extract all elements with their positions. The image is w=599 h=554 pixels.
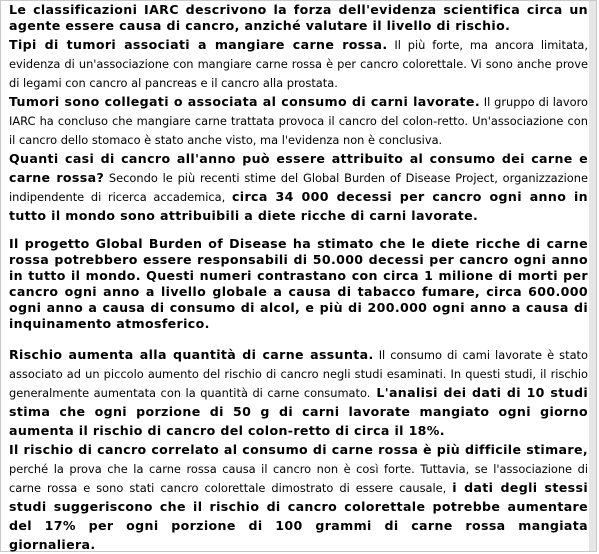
section-heading: Quanti casi di cancro all'anno può essere attribuito al consumo dei carne e carne rossa? <box>9 151 588 185</box>
section-highlight: L'analisi dei dati di 10 studi stima che ogni porzione di 50 g di carni lavorate mangiato ogni giorno aumenta il rischio di cancro del colon-retto di circa il 18%. <box>9 385 588 438</box>
paragraph-global-burden: Il progetto Global Burden of Disease ha stimato che le diete ricche di carne rossa potrebbero essere responsabili di 50.000 decessi per cancro ogni anno in tutto il mondo. Questi numeri contrastano con circa 1 milione di morti per cancro ogni anno a livello globale a causa di tabacco fumare, circa 600.000 ogni anno a causa di consumo di alcol, e più di 200.000 ogni anno a causa di inquinamento atmosferico. <box>9 236 588 331</box>
section-body: Secondo le più recenti stime del Global Burden of Disease Project, organizzazione indipendente di ricerca accademica, <box>9 171 588 204</box>
section-heading: Tumori sono collegati o associata al consumo di carni lavorate. <box>9 94 480 109</box>
paragraph-gap <box>9 224 588 236</box>
section-heading: Il rischio di cancro correlato al consumo di carne rossa è più difficile stimare, <box>9 442 588 457</box>
section-processed-meat <box>9 91 588 148</box>
section-red-meat-risk <box>9 439 588 553</box>
section-tumor-types <box>9 34 588 91</box>
section-cases-per-year <box>9 148 588 224</box>
paragraph-gap <box>9 332 588 344</box>
section-body: Il gruppo di lavoro IARC ha concluso che mangiare carne trattata provoca il cancro del colon-retto. Un'associazione con il cancro dello stomaco è stato anche visto, ma l'evidenza non è conclusiva. <box>9 95 588 147</box>
section-body: Il più forte, ma ancora limitata, evidenza di un'associazione con mangiare carne rossa è per cancro colorettale. Vi sono anche prove di legami con cancro al pancreas e il cancro alla prostata. <box>9 38 588 90</box>
section-highlight: circa 34 000 decessi per cancro ogni anno in tutto il mondo sono attribuibili a diete ricche di carni lavorate. <box>9 189 588 223</box>
section-heading: Tipi di tumori associati a mangiare carne rossa. <box>9 37 388 52</box>
section-body: perché la prova che la carne rossa causa il cancro non è così forte. Tuttavia, se l'associazione di carne rossa e sono stati cancro colorettale dimostrato di essere causale, <box>9 462 588 495</box>
section-risk-quantity <box>9 344 588 439</box>
scrollbar-track[interactable] <box>589 1 596 551</box>
intro-paragraph: Le classificazioni IARC descrivono la forza dell'evidenza scientifica circa un agente essere causa di cancro, anziché valutare il livello di rischio. <box>9 2 588 33</box>
section-highlight: i dati degli stessi studi suggeriscono che il rischio di cancro colorettale potrebbe aumentare del 17% per ogni porzione di 100 grammi di carne rossa mangiata giornaliera. <box>9 480 588 552</box>
section-heading: Rischio aumenta alla quantità di carne assunta. <box>9 347 374 362</box>
section-body: Il consumo di cami lavorate è stato associato ad un piccolo aumento del rischio di cancro negli studi esaminati. In questi studi, il rischio generalmente aumentata con la quantità di carne consumato. <box>9 348 588 400</box>
